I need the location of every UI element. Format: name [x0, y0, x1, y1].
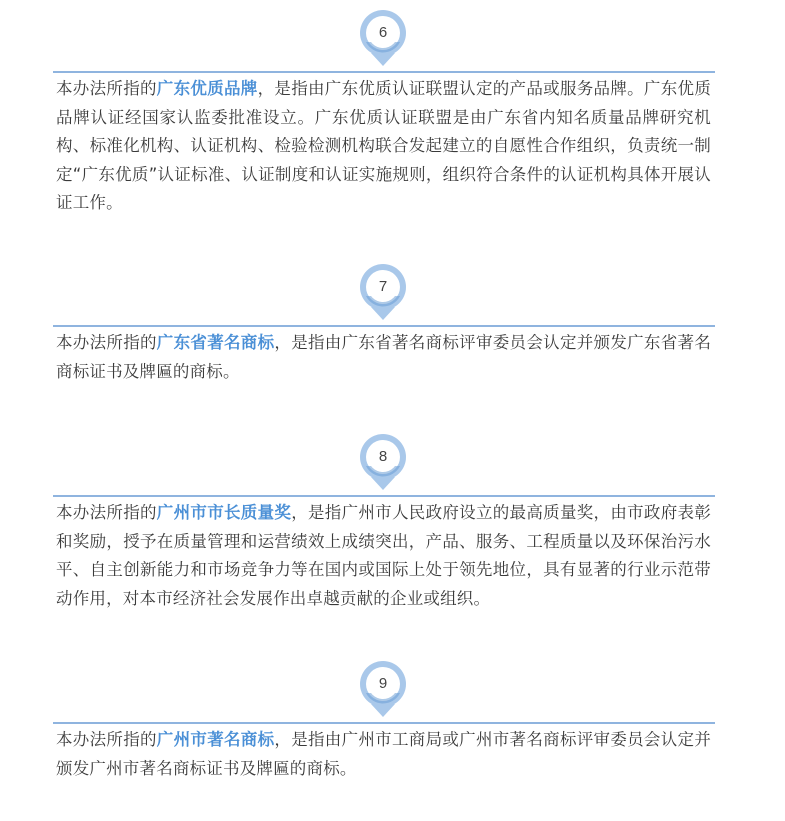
definition-paragraph	[56, 726, 711, 783]
highlighted-term: 广州市著名商标	[156, 730, 275, 749]
paragraph-prefix: 本办法所指的	[56, 503, 157, 522]
badge-number: 6	[378, 24, 388, 41]
highlighted-term: 广东优质品牌	[156, 79, 258, 98]
paragraph-prefix: 本办法所指的	[56, 730, 157, 749]
number-badge	[359, 660, 407, 718]
divider-line	[53, 722, 715, 724]
divider-line	[53, 495, 715, 497]
badge-number: 8	[378, 448, 388, 465]
highlighted-term: 广州市市长质量奖	[156, 503, 292, 522]
definition-paragraph	[56, 75, 711, 218]
definition-paragraph	[56, 499, 711, 613]
paragraph-body: ，是指由广东优质认证联盟认定的产品或服务品牌。广东优质品牌认证经国家认监委批准设立。广东优质认证联盟是由广东省内知名质量品牌研究机构、标准化机构、认证机构、检验检测机构联合发起建立的自愿性合作组织，负责统一制定“广东优质”认证标准、认证制度和认证实施规则，组织符合条件的认证机构具体开展认证工作。	[56, 79, 712, 212]
number-badge	[359, 263, 407, 321]
badge-number: 7	[378, 278, 388, 295]
paragraph-body: ，是指由广东省著名商标评审委员会认定并颁发广东省著名商标证书及牌匾的商标。	[56, 333, 712, 381]
highlighted-term: 广东省著名商标	[156, 333, 275, 352]
number-badge	[359, 433, 407, 491]
number-badge	[359, 9, 407, 67]
divider-line	[53, 71, 715, 73]
paragraph-prefix: 本办法所指的	[56, 79, 157, 98]
paragraph-body: ，是指广州市人民政府设立的最高质量奖，由市政府表彰和奖励，授予在质量管理和运营绩效上成绩突出，产品、服务、工程质量以及环保治污水平、自主创新能力和市场竞争力等在国内或国际上处于领先地位，具有显著的行业示范带动作用，对本市经济社会发展作出卓越贡献的企业或组织。	[56, 503, 712, 608]
definition-paragraph	[56, 329, 711, 386]
paragraph-prefix: 本办法所指的	[56, 333, 157, 352]
paragraph-body: ，是指由广州市工商局或广州市著名商标评审委员会认定并颁发广州市著名商标证书及牌匾的商标。	[56, 730, 712, 778]
badge-number: 9	[378, 675, 388, 692]
divider-line	[53, 325, 715, 327]
